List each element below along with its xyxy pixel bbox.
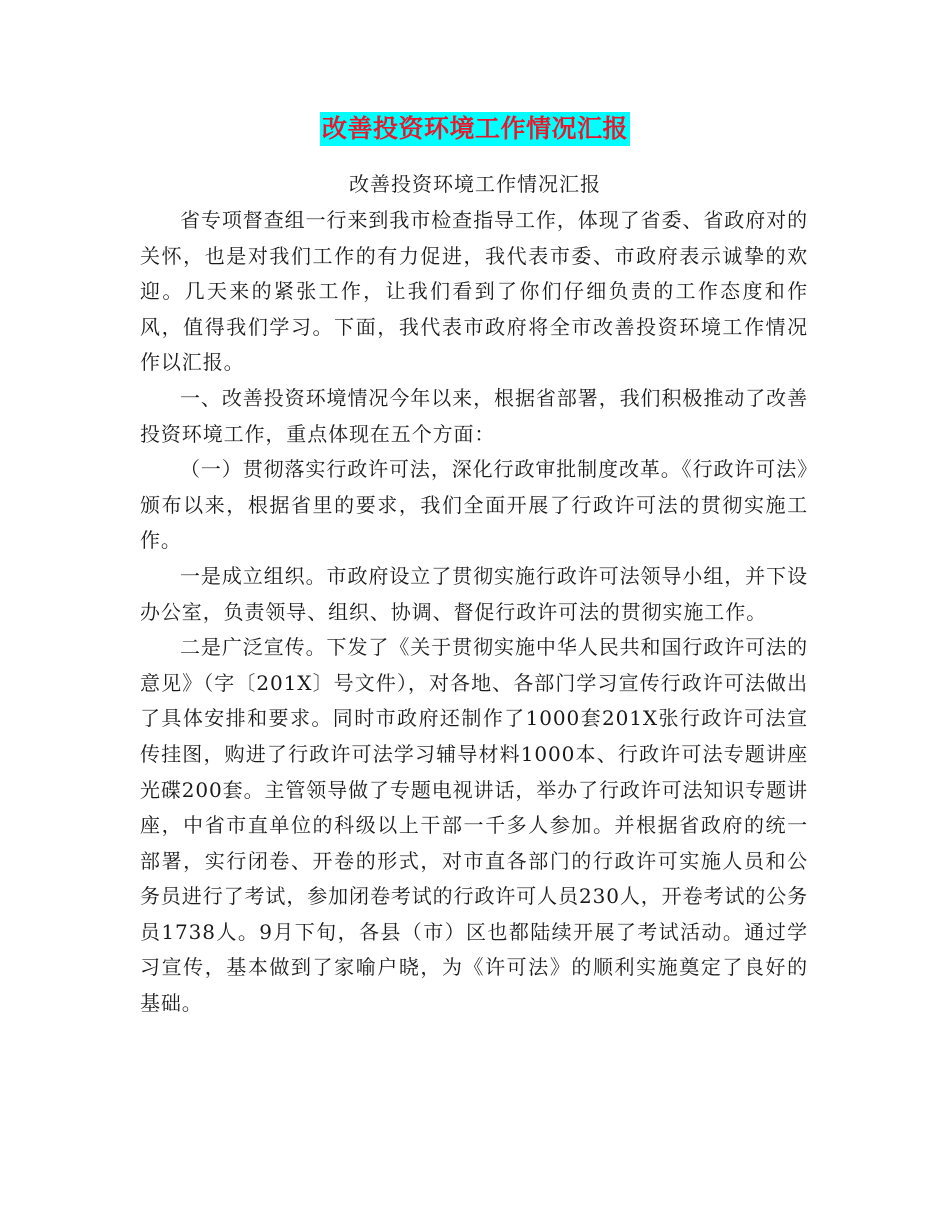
paragraph-point-two: 二是广泛宣传。下发了《关于贯彻实施中华人民共和国行政许可法的意见》（字〔201X〕号文件），对各地、各部门学习宣传行政许可法做出了具体安排和要求。同时市政府还制作了1000套201X张行政许可法宣传挂图，购进了行政许可法学习辅导材料1000本、行政许可法专题讲座光碟200套。主管领导做了专题电视讲话，举办了行政许可法知识专题讲座，中省市直单位的科级以上干部一千多人参加。并根据省政府的统一部署，实行闭卷、开卷的形式，对市直各部门的行政许可实施人员和公务员进行了考试，参加闭卷考试的行政许可人员230人，开卷考试的公务员1738人。9月下旬，各县（市）区也都陆续开展了考试活动。通过学习宣传，基本做到了家喻户晓，为《许可法》的顺利实施奠定了良好的基础。 <box>140 635 808 1016</box>
paragraph-point-one: 一是成立组织。市政府设立了贯彻实施行政许可法领导小组，并下设办公室，负责领导、组织、协调、督促行政许可法的贯彻实施工作。 <box>140 563 808 624</box>
paragraph-intro: 省专项督查组一行来到我市检查指导工作，体现了省委、省政府对的关怀，也是对我们工作的有力促进，我代表市委、市政府表示诚挚的欢迎。几天来的紧张工作，让我们看到了你们仔细负责的工作态度和作风，值得我们学习。下面，我代表市政府将全市改善投资环境工作情况作以汇报。 <box>140 208 808 375</box>
document-title: 改善投资环境工作情况汇报 <box>320 112 630 146</box>
paragraph-section-one: 一、改善投资环境情况今年以来，根据省部署，我们积极推动了改善投资环境工作，重点体现在五个方面： <box>140 385 808 446</box>
document-body <box>140 203 808 1022</box>
document-title-container <box>0 112 950 146</box>
paragraph-subsection-one: （一）贯彻落实行政许可法，深化行政审批制度改革。《行政许可法》颁布以来，根据省里的要求，我们全面开展了行政许可法的贯彻实施工作。 <box>140 457 808 553</box>
document-subtitle: 改善投资环境工作情况汇报 <box>349 172 601 196</box>
